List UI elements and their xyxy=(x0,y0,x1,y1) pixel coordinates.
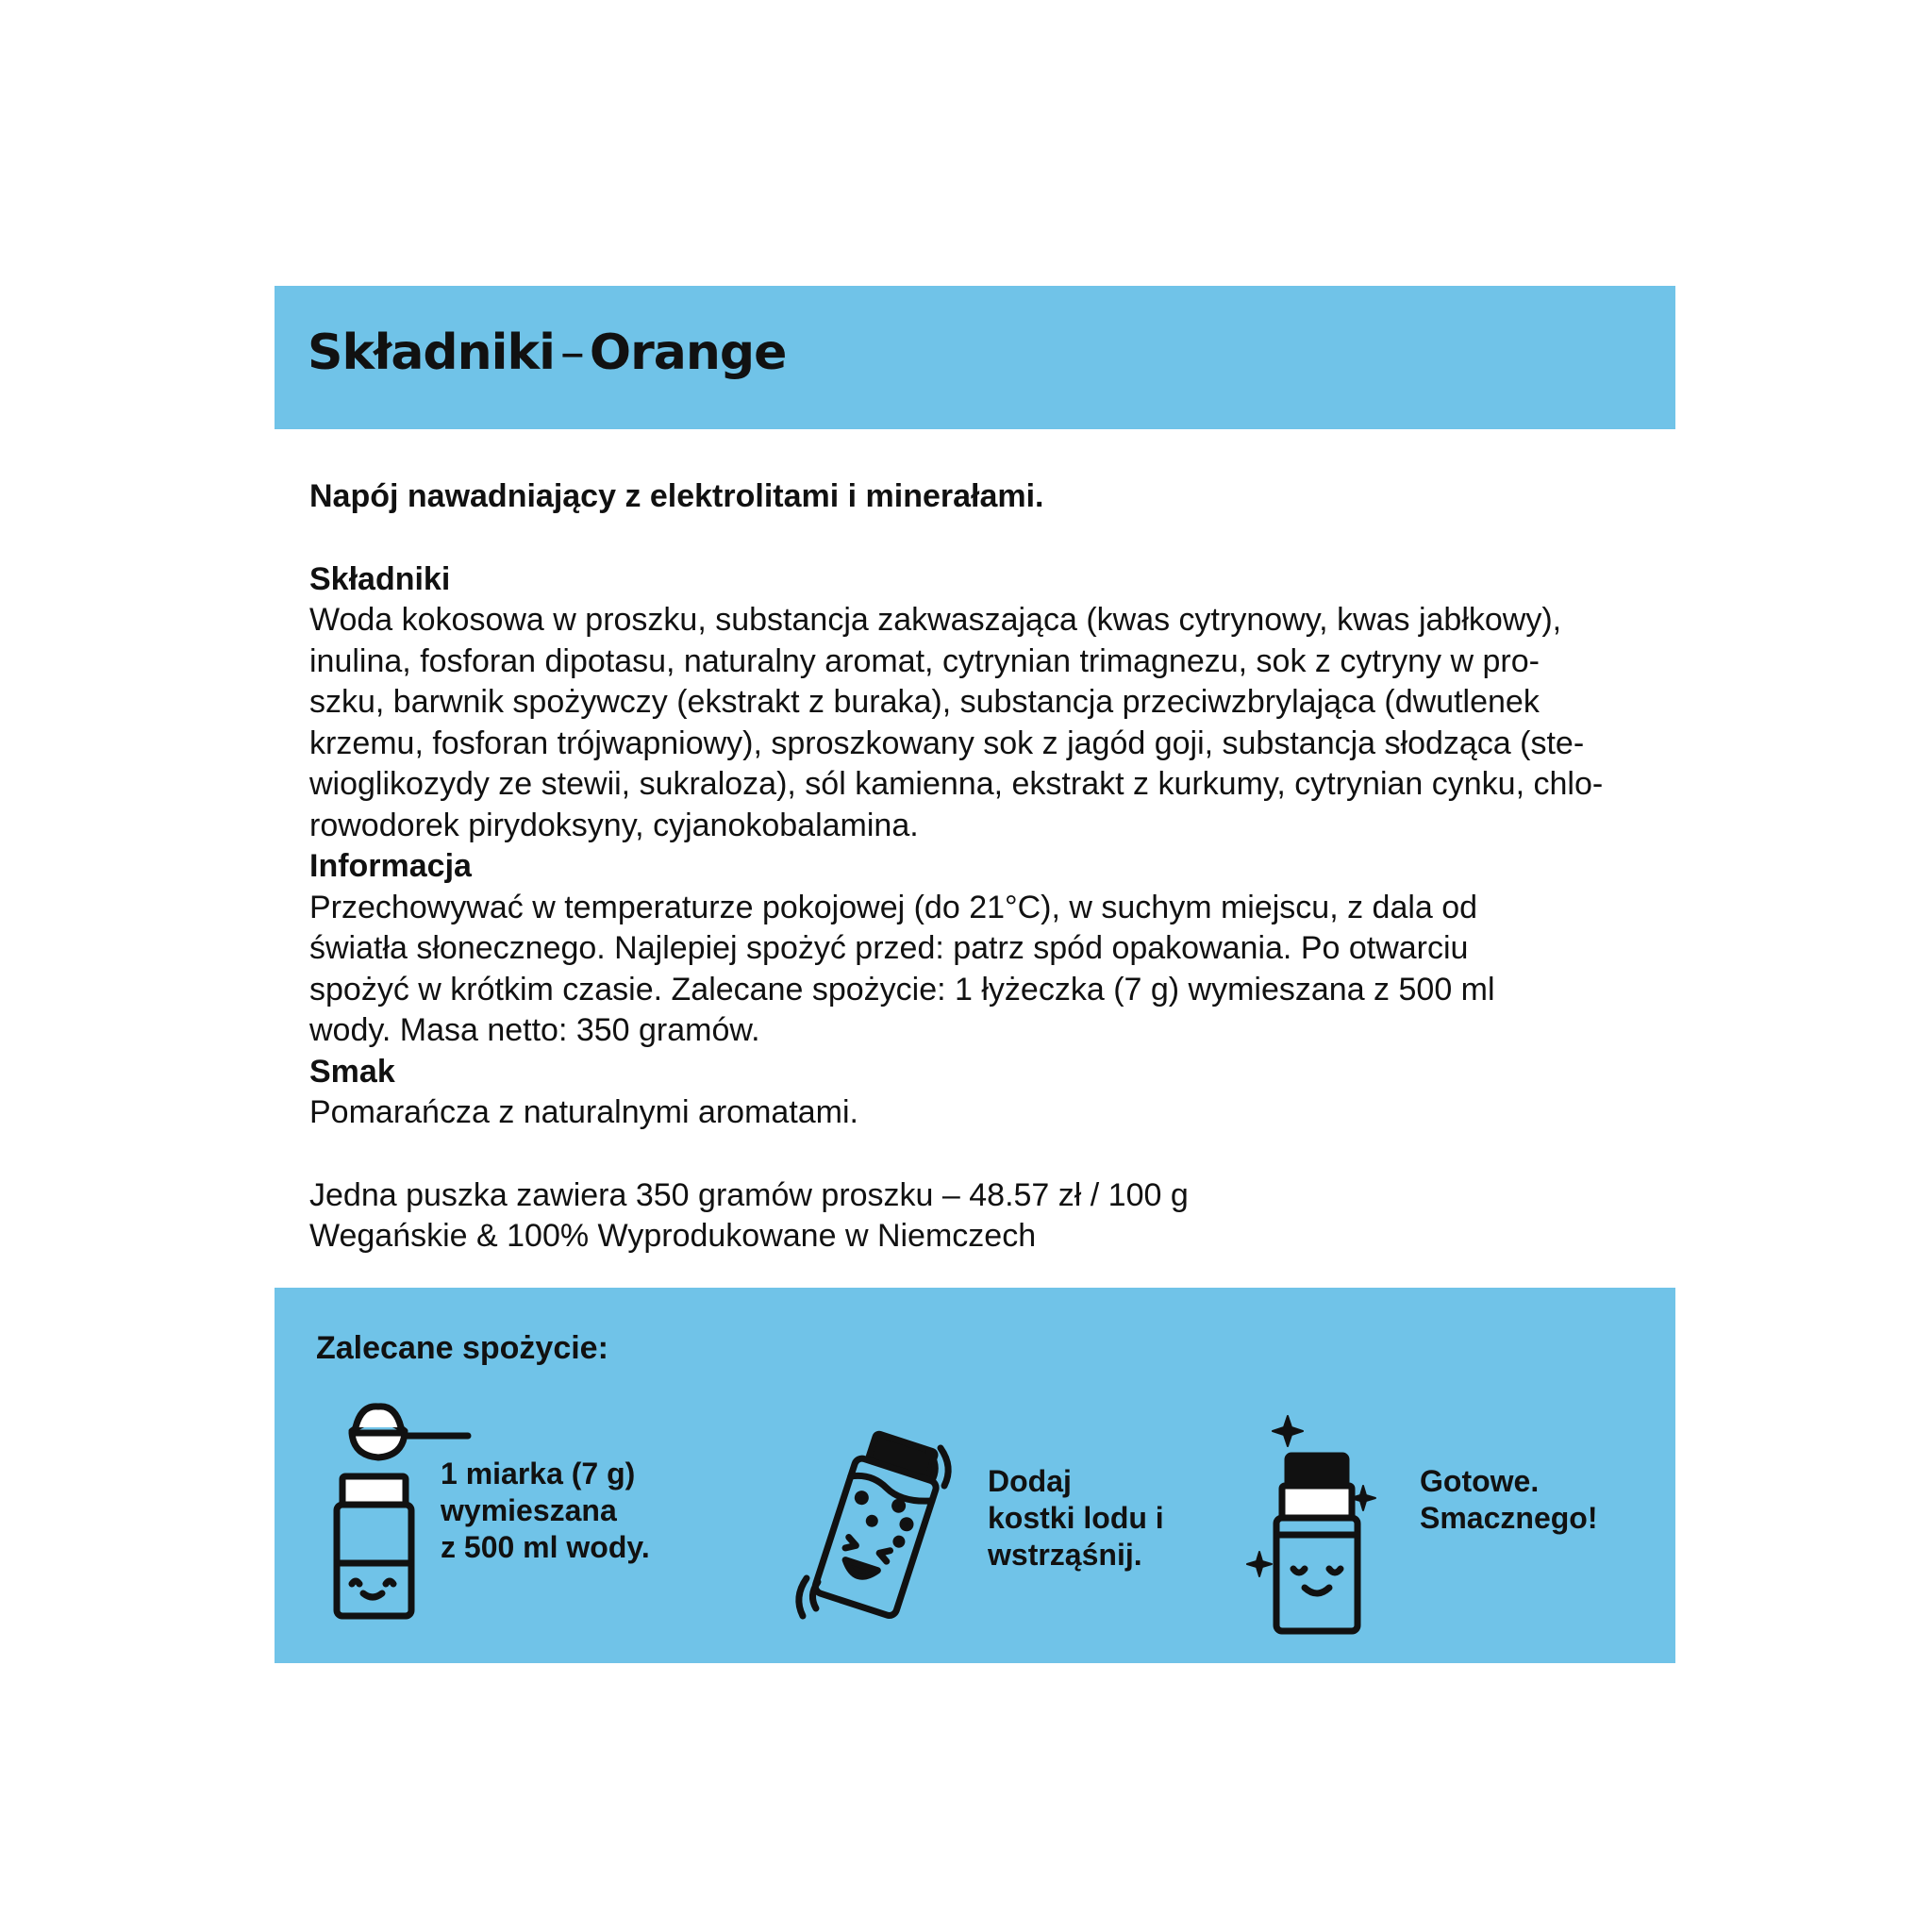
title-main: Składniki xyxy=(308,325,555,381)
shaking-bottle-icon xyxy=(778,1427,967,1635)
section-heading: Składniki xyxy=(309,560,451,597)
step-line: wstrząśnij. xyxy=(988,1538,1142,1572)
title-variant: Orange xyxy=(589,325,787,381)
spacer xyxy=(309,1134,1668,1175)
section-line: krzemu, fosforan trójwapniowy), sproszkowany sok z jagód goji, substancja słodząca (ste- xyxy=(309,724,1585,761)
step-line: Smacznego! xyxy=(1420,1501,1598,1535)
section-line: inulina, fosforan dipotasu, naturalny aromat, cytrynian trimagnezu, sok z cytryny w pro- xyxy=(309,642,1540,679)
step-line: 1 miarka (7 g) xyxy=(441,1457,636,1491)
product-description xyxy=(309,476,1668,1257)
section-heading: Informacja xyxy=(309,848,472,884)
section-line: spożyć w krótkim czasie. Zalecane spożycie: 1 łyżeczka (7 g) wymieszana z 500 ml xyxy=(309,971,1495,1008)
section-line: światła słonecznego. Najlepiej spożyć przed: patrz spód opakowania. Po otwarciu xyxy=(309,930,1469,966)
intro-text: Napój nawadniający z elektrolitami i minerałami. xyxy=(309,478,1044,514)
usage-band xyxy=(275,1288,1675,1663)
spacer xyxy=(309,518,1668,559)
section-line: Woda kokosowa w proszku, substancja zakwaszająca (kwas cytrynowy, kwas jabłkowy), xyxy=(309,602,1562,638)
step-text xyxy=(1420,1463,1597,1537)
usage-title: Zalecane spożycie: xyxy=(316,1330,608,1366)
section-line: Przechowywać w temperaturze pokojowej (do 21°C), w suchym miejscu, z dala od xyxy=(309,889,1478,925)
header-band xyxy=(275,286,1675,429)
step-text xyxy=(441,1456,650,1566)
step-text xyxy=(988,1463,1164,1574)
section-line: wioglikozydy ze stewii, sukraloza), sól kamienna, ekstrakt z kurkumy, cytrynian cynku, chlo- xyxy=(309,766,1604,802)
section-line: wody. Masa netto: 350 gramów. xyxy=(309,1012,760,1048)
step-line: Gotowe. xyxy=(1420,1464,1540,1498)
information-section xyxy=(309,846,1668,1052)
step-line: wymieszana xyxy=(441,1493,617,1527)
page-title xyxy=(308,325,787,381)
step-line: z 500 ml wody. xyxy=(441,1530,650,1564)
origin-line: Wegańskie & 100% Wyprodukowane w Niemczech xyxy=(309,1218,1037,1254)
step-line: Dodaj xyxy=(988,1464,1072,1498)
flavour-section xyxy=(309,1052,1668,1134)
section-line: rowodorek pirydoksyny, cyjanokobalamina. xyxy=(309,807,919,843)
section-heading: Smak xyxy=(309,1053,395,1090)
step-line: kostki lodu i xyxy=(988,1501,1164,1535)
section-line: Pomarańcza z naturalnymi aromatami. xyxy=(309,1094,859,1130)
sparkling-bottle-icon xyxy=(1246,1410,1388,1637)
section-line: szku, barwnik spożywczy (ekstrakt z buraka), substancja przeciwzbrylająca (dwutlenek xyxy=(309,684,1540,720)
title-separator: – xyxy=(559,325,584,381)
package-info xyxy=(309,1175,1668,1257)
ingredients-section xyxy=(309,559,1668,847)
price-line: Jedna puszka zawiera 350 gramów proszku – 48.57 zł / 100 g xyxy=(309,1176,1189,1213)
